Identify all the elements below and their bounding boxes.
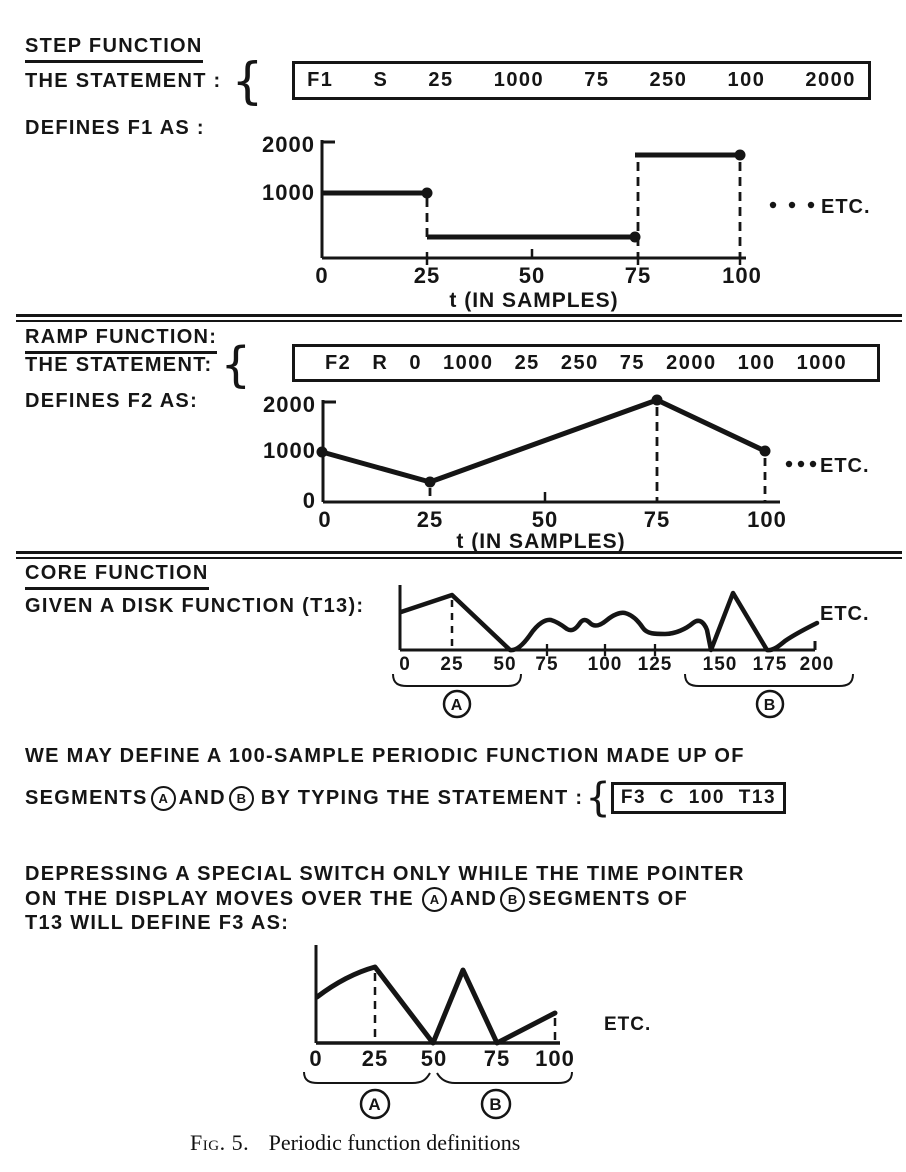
point-25-250 [425, 477, 436, 488]
xtick-75: 75 [624, 263, 652, 288]
xtick-0: 0 [399, 654, 411, 675]
segment-b-brace [685, 674, 853, 686]
segment-b-brace [437, 1072, 572, 1083]
section-divider [16, 551, 902, 559]
ytick-1000: 1000 [263, 438, 316, 463]
continuation-dot [808, 202, 814, 208]
t13-waveform [401, 593, 817, 650]
prose2-line3: T13 WILL DEFINE F3 AS: [25, 912, 290, 934]
prose2-and-word: AND [449, 887, 498, 910]
segment-a-label: A [368, 1095, 382, 1114]
prose2-pre-text: ON THE DISPLAY MOVES OVER THE [25, 887, 414, 910]
etc-label: ETC. [820, 455, 870, 477]
point-100-2000 [735, 150, 746, 161]
prose2-post-text: SEGMENTS OF [528, 887, 688, 910]
step-function-chart [238, 130, 898, 312]
point-25-1000 [422, 188, 433, 199]
step-title-text: STEP FUNCTION [25, 35, 203, 63]
prose1-segments-word: SEGMENTS [25, 786, 148, 809]
prose2-line2 [25, 886, 688, 912]
f3-statement-value: F3 C 100 T13 [620, 787, 777, 808]
xtick-75: 75 [643, 507, 671, 532]
step-defines-label: DEFINES F1 AS : [25, 117, 205, 139]
circled-a: A [422, 887, 447, 912]
step-statement-value: F1 S 25 1000 75 250 100 2000 [307, 69, 856, 91]
xtick-25: 25 [416, 507, 444, 532]
segment-a-brace [304, 1072, 430, 1083]
circled-b: B [500, 887, 525, 912]
xtick-50: 50 [420, 1046, 448, 1071]
prose1-line1: WE MAY DEFINE A 100-SAMPLE PERIODIC FUNCTION MADE UP OF [25, 745, 745, 767]
continuation-dot [810, 461, 816, 467]
ytick-2000: 2000 [262, 132, 315, 157]
step-statement-box [292, 61, 871, 100]
xtick-0: 0 [309, 1046, 323, 1071]
xtick-25: 25 [440, 654, 464, 675]
core-given-label: GIVEN A DISK FUNCTION (T13): [25, 595, 365, 617]
point-0-1000 [317, 447, 328, 458]
core-section-title [25, 562, 209, 590]
section-divider [16, 314, 902, 322]
xtick-0: 0 [315, 263, 329, 288]
segment-a-brace [393, 674, 521, 686]
xtick-50: 50 [531, 507, 559, 532]
xtick-50: 50 [493, 654, 517, 675]
segment-b-label: B [763, 697, 777, 714]
segment-b-label: B [489, 1095, 503, 1114]
f3-statement-box [611, 782, 786, 814]
step-statement-label: THE STATEMENT : [25, 69, 222, 92]
ramp-statement-label: THE STATEMENT: [25, 353, 213, 376]
prose1-and-word: AND [178, 786, 226, 809]
point-75-2000 [652, 395, 663, 406]
xtick-100: 100 [587, 654, 623, 675]
continuation-dot [798, 461, 804, 467]
left-brace-glyph: { [220, 337, 251, 393]
ramp-title-text: RAMP FUNCTION: [25, 326, 217, 354]
prose1-line2 [25, 775, 786, 821]
left-brace-glyph: { [585, 775, 611, 821]
continuation-dot [770, 202, 776, 208]
xtick-0: 0 [318, 507, 332, 532]
ramp-defines-label: DEFINES F2 AS: [25, 390, 199, 412]
core-title-text: CORE FUNCTION [25, 562, 209, 590]
circled-a: A [151, 786, 176, 811]
xtick-50: 50 [518, 263, 546, 288]
xtick-100: 100 [747, 507, 787, 532]
xtick-100: 100 [535, 1046, 575, 1071]
f3-waveform [317, 967, 555, 1043]
point-100-1000 [760, 446, 771, 457]
etc-label: ETC. [821, 196, 871, 218]
disk-function-chart [383, 573, 906, 723]
xtick-125: 125 [637, 654, 673, 675]
etc-label: ETC. [604, 1014, 652, 1035]
prose1-typing-text: BY TYPING THE STATEMENT : [260, 786, 584, 809]
xtick-25: 25 [413, 263, 441, 288]
ramp-polyline [322, 400, 765, 482]
ramp-statement-value: F2 R 0 1000 25 250 75 2000 100 1000 [324, 351, 848, 374]
circled-b: B [229, 786, 254, 811]
step-statement-row [25, 52, 271, 110]
etc-label: ETC. [820, 603, 870, 625]
continuation-dot [789, 202, 795, 208]
xtick-175: 175 [752, 654, 788, 675]
ytick-0: 0 [302, 488, 316, 513]
xtick-25: 25 [361, 1046, 389, 1071]
prose2-line1: DEPRESSING A SPECIAL SWITCH ONLY WHILE THE TIME POINTER [25, 863, 745, 885]
x-axis-label: t (IN SAMPLES) [449, 289, 619, 312]
figure-caption-text: Periodic function definitions [268, 1130, 521, 1155]
ytick-2000: 2000 [263, 392, 316, 417]
ramp-function-chart [238, 386, 903, 554]
left-brace-glyph: { [231, 52, 264, 110]
f3-function-chart [298, 938, 718, 1123]
xtick-150: 150 [702, 654, 738, 675]
xtick-75: 75 [535, 654, 559, 675]
ramp-statement-box [292, 344, 880, 382]
x-axis-label: t (IN SAMPLES) [456, 530, 626, 553]
xtick-100: 100 [722, 263, 762, 288]
step-section-title [25, 35, 203, 63]
figure-number: Fig. 5. [190, 1130, 250, 1155]
ytick-1000: 1000 [262, 180, 315, 205]
figure-caption [190, 1130, 520, 1156]
xtick-75: 75 [483, 1046, 511, 1071]
segment-a-label: A [450, 697, 464, 714]
xtick-200: 200 [799, 654, 835, 675]
continuation-dot [786, 461, 792, 467]
